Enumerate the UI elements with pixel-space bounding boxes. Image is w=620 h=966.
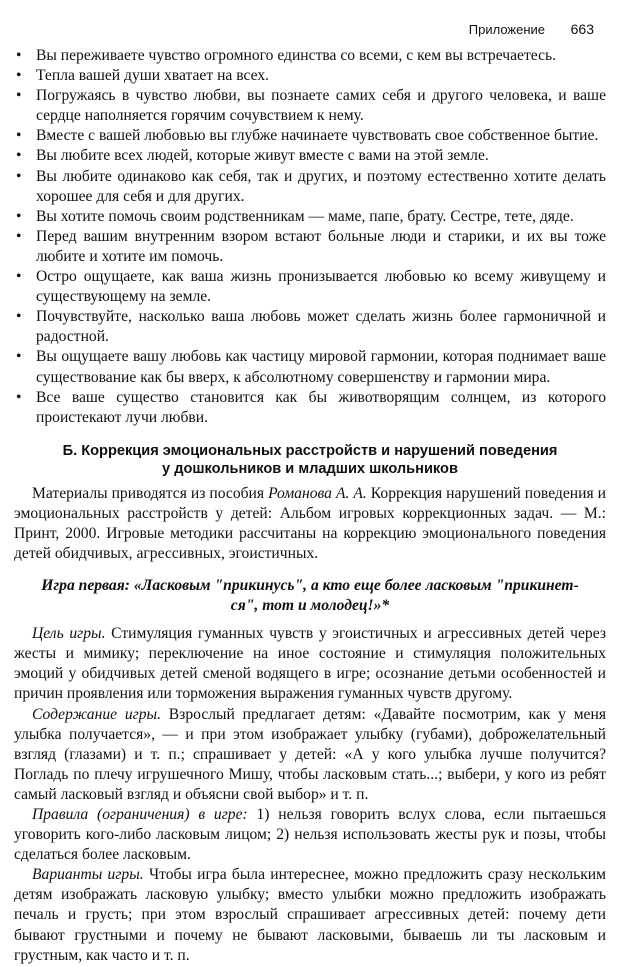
game-goal-label: Цель игры. [32, 625, 106, 643]
game-rules-paragraph [14, 805, 606, 865]
section-heading-line: Б. Коррекция эмоциональных расстройств и нарушений поведения [62, 442, 558, 459]
affirmation-list [14, 46, 606, 428]
list-item: • Погружаясь в чувство любви, вы познаете самих себя и другого человека, и ваше сердце наполняется горячим сочувствием к нему. [14, 86, 606, 126]
game-content-label: Содержание игры. [32, 705, 161, 723]
list-item: • Вы хотите помочь своим родственникам — маме, папе, брату. Сестре, тете, дяде. [14, 207, 606, 227]
intro-text-rest: Коррекция нарушений поведения и эмоциональных расстройств у детей: Альбом игровых коррекционных задач. — М.: Принт, 2000. Игровые методики рассчитаны на коррекцию эмоционального поведения детей обидчивых, агрессивных, эгоистичных. [14, 484, 606, 563]
section-heading [14, 442, 606, 478]
game-goal-text: Стимуляция гуманных чувств у эгоистичных и агрессивных детей через жесты и мимику; переключение на иное состояние и стимуляция положительных эмоций у обидчивых детей сменой водящего в игре; осознание детьми особенностей и причин проявления или торможения выражения гуманных чувств другому. [14, 625, 606, 703]
list-item: • Вы переживаете чувство огромного единства со всеми, с кем вы встречаетесь. [14, 46, 606, 66]
page-number: 663 [570, 21, 594, 37]
game-rules-text: 1) нельзя говорить вслух слова, если пытаешься уговорить кого-либо ласковым лицом; 2) нельзя использовать жесты рук и позы, чтобы сделаться более ласковым. [14, 806, 606, 864]
intro-paragraph [14, 484, 606, 564]
list-item: • Вместе с вашей любовью вы глубже начинаете чувствовать свое собственное бытие. [14, 126, 606, 146]
running-header [469, 21, 594, 37]
list-item: • Вы ощущаете вашу любовь как частицу мировой гармонии, которая поднимает ваше существование как бы вверх, к абсолютному совершенству и гармонии мира. [14, 347, 606, 387]
page-content [14, 46, 606, 966]
game-title-line: Игра первая: «Ласковым "прикинусь", а кто еще более ласковым "прикинет- [41, 577, 579, 595]
game-variants-text: Чтобы игра была интереснее, можно предложить сразу нескольким детям изображать ласковую улыбку; вместо улыбки можно предложить изображать печаль и грусть; при этом взрослый спрашивает агрессивных детей: почему дети бывают грустными и почему не бывают ласковыми, бываешь ли ты ласковым и грустным, как часто и т. п. [14, 866, 607, 964]
list-item: • Перед вашим внутренним взором встают больные люди и старики, и их вы тоже любите и хотите им помочь. [14, 227, 606, 267]
list-item: • Тепла вашей души хватает на всех. [14, 66, 606, 86]
section-heading-line: у дошкольников и младших школьников [162, 460, 458, 477]
list-item: • Вы любите всех людей, которые живут вместе с вами на этой земле. [14, 146, 606, 166]
running-header-section: Приложение [468, 22, 546, 37]
intro-text: Материалы приводятся из пособия [32, 484, 269, 502]
game-goal-paragraph [14, 624, 606, 704]
game-title-line: ся", тот и молодец!»* [230, 597, 390, 615]
game-content-paragraph [14, 705, 606, 805]
list-item: • Вы любите одинаково как себя, так и других, и поэтому естественно хотите делать хорошее для себя и для других. [14, 167, 606, 207]
game-variants-label: Варианты игры. [32, 866, 144, 884]
game-variants-paragraph [14, 865, 606, 965]
game-rules-label: Правила (ограничения) в игре: [32, 806, 248, 823]
game-content-text: Взрослый предлагает детям: «Давайте посмотрим, как у меня улыбка получается», — и при этом изображает улыбку (губами), доброжелательный взгляд (глазами) и т. п.; спрашивает у детей: «А у кого улыбка лучше получится? Погладь по плечу игрушечного Мишу, чтобы ласковым стать...; выбери, у кого из ребят самый ласковый взгляд и объясни свой выбор» и т. п. [14, 705, 607, 803]
game-title [14, 576, 606, 616]
list-item: • Все ваше существо становится как бы животворящим солнцем, из которого проистекают лучи любви. [14, 388, 606, 428]
list-item: • Остро ощущаете, как ваша жизнь пронизывается любовью ко всему живущему и существующему на земле. [14, 267, 606, 307]
list-item: • Почувствуйте, насколько ваша любовь может сделать жизнь более гармоничной и радостной. [14, 307, 606, 347]
intro-author: Романова А. А. [268, 484, 367, 502]
